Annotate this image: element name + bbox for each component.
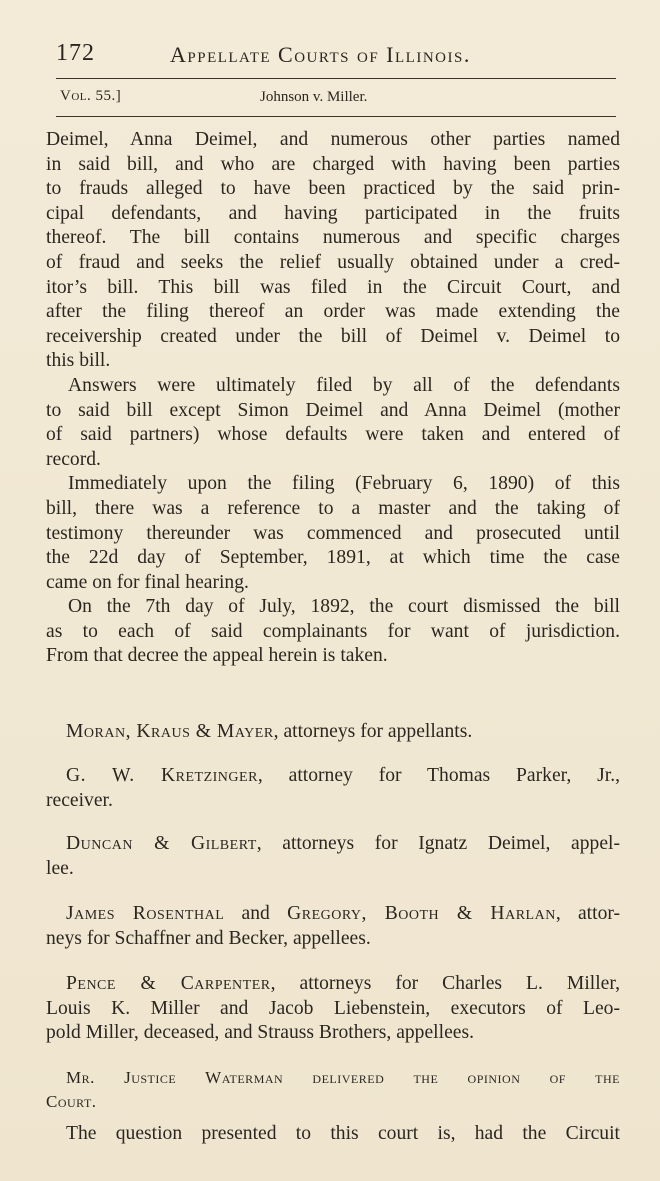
- counsel-entry: [46, 720, 620, 745]
- subheader-rule: [56, 116, 616, 117]
- counsel-name: Moran, Kraus & Mayer: [66, 721, 274, 742]
- text-line: record.: [46, 448, 101, 470]
- counsel-name: G. W. Kretzinger: [66, 765, 258, 786]
- counsel-line: pold Miller, deceased, and Strauss Brothers, appellees.: [46, 1022, 474, 1044]
- counsel-line: Louis K. Miller and Jacob Liebenstein, executors of Leo-: [46, 997, 620, 1019]
- text-line: of fraud and seeks the relief usually obtained under a cred-: [46, 251, 620, 273]
- text-line: in said bill, and who are charged with having been parties: [46, 153, 620, 175]
- running-title: Appellate Courts of Illinois.: [170, 42, 471, 67]
- case-title: Johnson v. Miller.: [260, 89, 368, 105]
- text-line: this bill.: [46, 350, 111, 372]
- counsel-entry: [46, 902, 620, 951]
- page-header: [56, 40, 616, 74]
- counsel-line: [46, 972, 620, 997]
- counsel-role: , attorneys for Charles L. Miller,: [270, 973, 620, 994]
- counsel-role: , attorney for Thomas Parker, Jr.,: [257, 765, 620, 786]
- counsel-name: Gregory, Booth & Harlan: [287, 903, 556, 924]
- counsel-line: lee.: [46, 857, 74, 879]
- counsel-entry: [46, 972, 620, 1046]
- opinion-first-line: The question presented to this court is, had the Circuit: [66, 1123, 620, 1144]
- body-text: [46, 128, 620, 669]
- text-line: Deimel, Anna Deimel, and numerous other parties named: [46, 129, 620, 150]
- case-subheader: [60, 86, 615, 108]
- paragraph: [46, 374, 620, 472]
- text-line: On the 7th day of July, 1892, the court dismissed the bill: [68, 596, 620, 618]
- volume-label: Vol. 55.]: [60, 88, 122, 104]
- text-line: came on for final hearing.: [46, 571, 249, 593]
- counsel-name: James Rosenthal: [66, 903, 225, 924]
- text-line: receivership created under the bill of Deimel v. Deimel to: [46, 325, 620, 347]
- counsel-line: neys for Schaffner and Becker, appellees.: [46, 927, 371, 949]
- paragraph: [46, 472, 620, 595]
- counsel-line: [46, 902, 620, 927]
- text-line: the 22d day of September, 1891, at which time the case: [46, 547, 620, 569]
- opinion-attribution-end: Court.: [46, 1092, 97, 1111]
- text-line: itor’s bill. This bill was filed in the Circuit Court, and: [46, 276, 620, 298]
- paragraph: [46, 128, 620, 374]
- text-line: Answers were ultimately filed by all of the defendants: [68, 374, 620, 396]
- counsel-line: [46, 721, 472, 742]
- text-line: cipal defendants, and having participated in the fruits: [46, 202, 620, 224]
- opinion-attribution: Mr. Justice Waterman delivered the opinion of the: [66, 1068, 620, 1087]
- counsel-name: Pence & Carpenter: [66, 973, 271, 994]
- counsel-entry: [46, 764, 620, 813]
- text-line: testimony thereunder was commenced and prosecuted until: [46, 522, 620, 544]
- text-line: thereof. The bill contains numerous and specific charges: [46, 227, 620, 249]
- text-line: bill, there was a reference to a master and the taking of: [46, 497, 620, 519]
- page-number: 172: [56, 40, 95, 66]
- text-line: From that decree the appeal herein is taken.: [46, 645, 388, 667]
- counsel-line: [46, 832, 620, 857]
- text-line: Immediately upon the filing (February 6, 1890) of this: [68, 473, 620, 495]
- text-line: to frauds alleged to have been practiced by the said prin-: [46, 178, 620, 200]
- text-line: of said partners) whose defaults were taken and entered of: [46, 424, 620, 446]
- text-line: as to each of said complainants for want of jurisdiction.: [46, 620, 620, 642]
- text-line: to said bill except Simon Deimel and Anna Deimel (mother: [46, 399, 620, 421]
- counsel-role: , attorneys for Ignatz Deimel, appel-: [256, 833, 620, 854]
- counsel-line: receiver.: [46, 789, 113, 811]
- header-rule: [56, 78, 616, 79]
- counsel-entry: [46, 832, 620, 881]
- counsel-role: , attor-: [555, 903, 620, 924]
- paragraph: [46, 595, 620, 669]
- text-line: after the filing thereof an order was made extending the: [46, 301, 620, 323]
- opinion-intro: [46, 1066, 620, 1146]
- counsel-conjunction: and: [224, 903, 288, 924]
- counsel-line: [46, 764, 620, 789]
- counsel-name: Duncan & Gilbert: [66, 833, 257, 854]
- counsel-role: , attorneys for appellants.: [273, 721, 473, 742]
